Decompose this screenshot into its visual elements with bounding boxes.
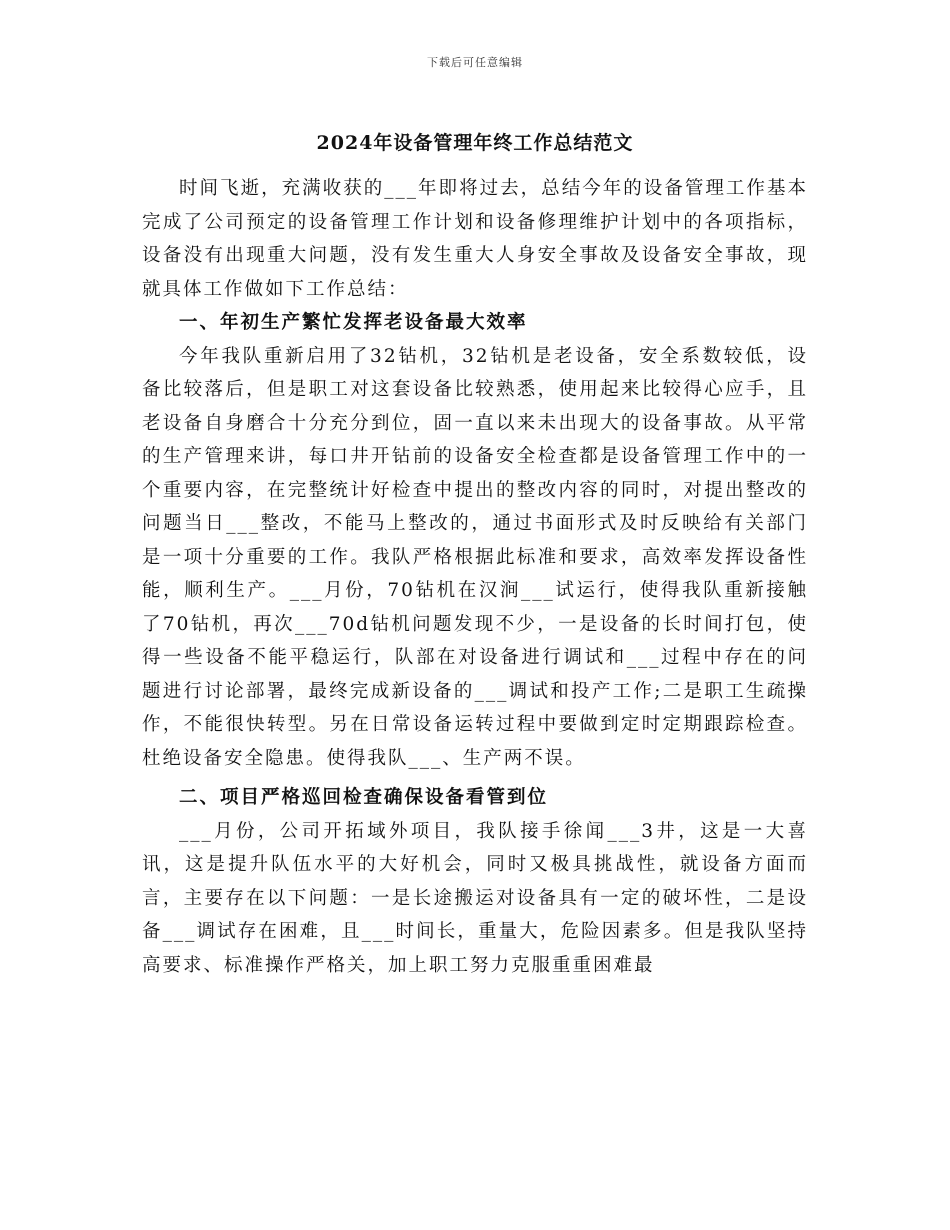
document-body <box>142 172 808 982</box>
section-2-paragraph: ___月份，公司开拓域外项目，我队接手徐闻___3井，这是一大喜讯，这是提升队伍水平的大好机会，同时又极具挑战性，就设备方面而言，主要存在以下问题：一是长途搬运对设备具有一定的破坏性，二是设备___调试存在困难，且___时间长，重量大，危险因素多。但是我队坚持高要求、标准操作严格关，加上职工努力克服重重困难最 <box>142 820 808 976</box>
section-1-paragraph: 今年我队重新启用了32钻机，32钻机是老设备，安全系数较低，设备比较落后，但是职工对这套设备比较熟悉，使用起来比较得心应手，且老设备自身磨合十分充分到位，固一直以来未出现大的设备事故。从平常的生产管理来讲，每口井开钻前的设备安全检查都是设备管理工作中的一个重要内容，在完整统计好检查中提出的整改内容的同时，对提出整改的问题当日___整改，不能马上整改的，通过书面形式及时反映给有关部门是一项十分重要的工作。我队严格根据此标准和要求，高效率发挥设备性能，顺利生产。___月份，70钻机在汉涧___试运行，使得我队重新接触了70钻机，再次___70d钻机问题发现不少，一是设备的长时间打包，使得一些设备不能平稳运行，队部在对设备进行调试和___过程中存在的问题进行讨论部署，最终完成新设备的___调试和投产工作;二是职工生疏操作，不能很快转型。另在日常设备运转过程中要做到定时定期跟踪检查。杜绝设备安全隐患。使得我队___、生产两不误。 <box>142 345 808 769</box>
header-note: 下载后可任意编辑 <box>427 56 523 69</box>
document-title: 2024年设备管理年终工作总结范文 <box>316 132 634 154</box>
section-1-heading: 一、年初生产繁忙发挥老设备最大效率 <box>179 312 528 333</box>
intro-paragraph: 时间飞逝，充满收获的___年即将过去，总结今年的设备管理工作基本完成了公司预定的设备管理工作计划和设备修理维护计划中的各项指标，设备没有出现重大问题，没有发生重大人身安全事故及设备安全事故，现就具体工作做如下工作总结： <box>142 178 808 300</box>
section-2-heading: 二、项目严格巡回检查确保设备看管到位 <box>179 787 549 808</box>
